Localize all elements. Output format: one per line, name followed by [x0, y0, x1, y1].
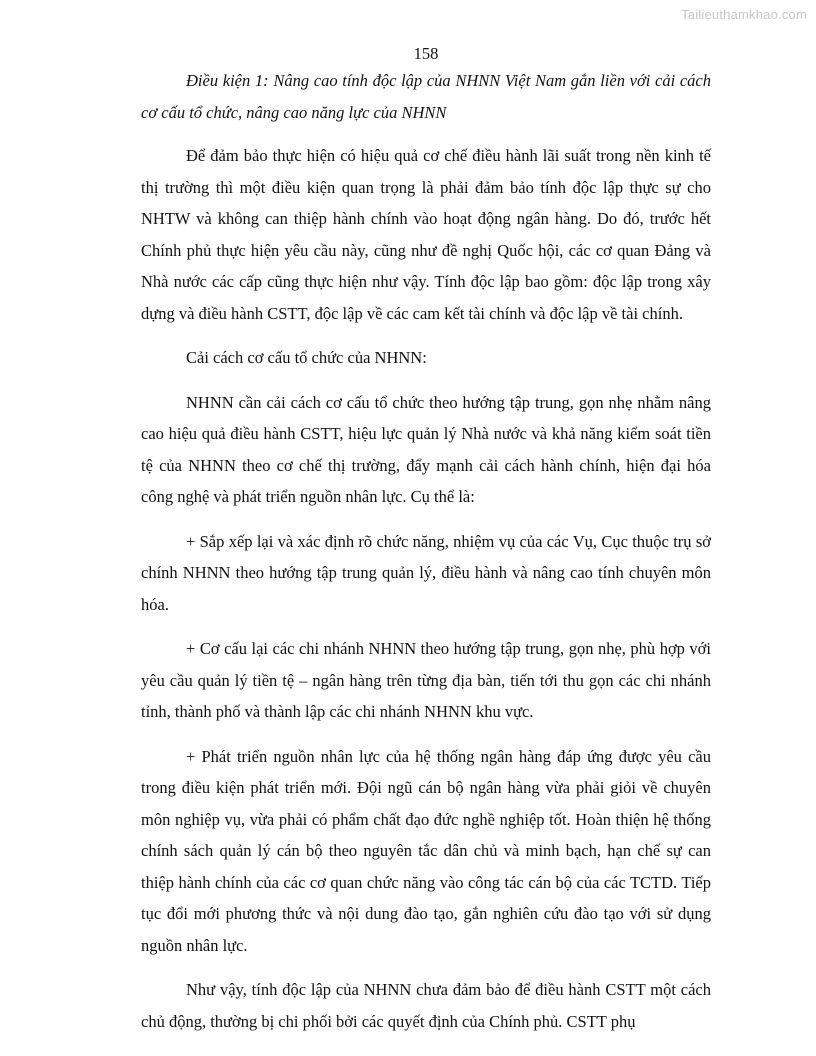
document-body — [141, 65, 711, 1050]
page-number: 158 — [413, 44, 439, 63]
paragraph: Để đảm bảo thực hiện có hiệu quả cơ chế điều hành lãi suất trong nền kinh tế thị trường thì một điều kiện quan trọng là phải đảm bảo tính độc lập thực sự cho NHTW và không can thiệp hành chính vào hoạt động ngân hàng. Do đó, trước hết Chính phủ thực hiện yêu cầu này, cũng như đề nghị Quốc hội, các cơ quan Đảng và Nhà nước các cấp cũng thực hiện như vậy. Tính độc lập bao gồm: độc lập trong xây dựng và điều hành CSTT, độc lập về các cam kết tài chính và độc lập về tài chính. — [141, 146, 711, 323]
list-item: + Cơ cấu lại các chi nhánh NHNN theo hướng tập trung, gọn nhẹ, phù hợp với yêu cầu quản lý tiền tệ – ngân hàng trên từng địa bàn, tiến tới thu gọn các chi nhánh tỉnh, thành phố và thành lập các chi nhánh NHNN khu vực. — [141, 639, 711, 721]
list-item: + Sắp xếp lại và xác định rõ chức năng, nhiệm vụ của các Vụ, Cục thuộc trụ sở chính NHNN theo hướng tập trung quản lý, điều hành và nâng cao tính chuyên môn hóa. — [141, 531, 711, 614]
list-item: + Phát triển nguồn nhân lực của hệ thống ngân hàng đáp ứng được yêu cầu trong điều kiện phát triển mới. Đội ngũ cán bộ ngân hàng vừa phải giỏi về chuyên môn nghiệp vụ, vừa phải có phẩm chất đạo đức nghề nghiệp tốt. Hoàn thiện hệ thống chính sách quản lý cán bộ theo nguyên tắc dân chủ và minh bạch, hạn chế sự can thiệp hành chính của các cơ quan chức năng vào công tác cán bộ của các TCTD. Tiếp tục đổi mới phương thức và nội dung đào tạo, gắn nghiên cứu đào tạo với sử dụng nguồn nhân lực. — [141, 746, 711, 955]
paragraph: Như vậy, tính độc lập của NHNN chưa đảm bảo để điều hành CSTT một cách chủ động, thường bị chi phối bởi các quyết định của Chính phủ. CSTT phụ — [141, 980, 711, 1031]
paragraph: NHNN cần cải cách cơ cấu tổ chức theo hướng tập trung, gọn nhẹ nhằm nâng cao hiệu quả điều hành CSTT, hiệu lực quản lý Nhà nước và khả năng kiểm soát tiền tệ của NHNN theo cơ chế thị trường, đẩy mạnh cải cách hành chính, hiện đại hóa công nghệ và phát triển nguồn nhân lực. Cụ thể là: — [141, 392, 711, 506]
paragraph: Cải cách cơ cấu tổ chức của NHNN: — [186, 348, 427, 367]
section-heading: Điều kiện 1: Nâng cao tính độc lập của NHNN Việt Nam gắn liền với cải cách cơ cấu tổ chức, nâng cao năng lực của NHNN — [141, 71, 711, 122]
watermark: Tailieuthamkhao.com — [681, 7, 807, 22]
